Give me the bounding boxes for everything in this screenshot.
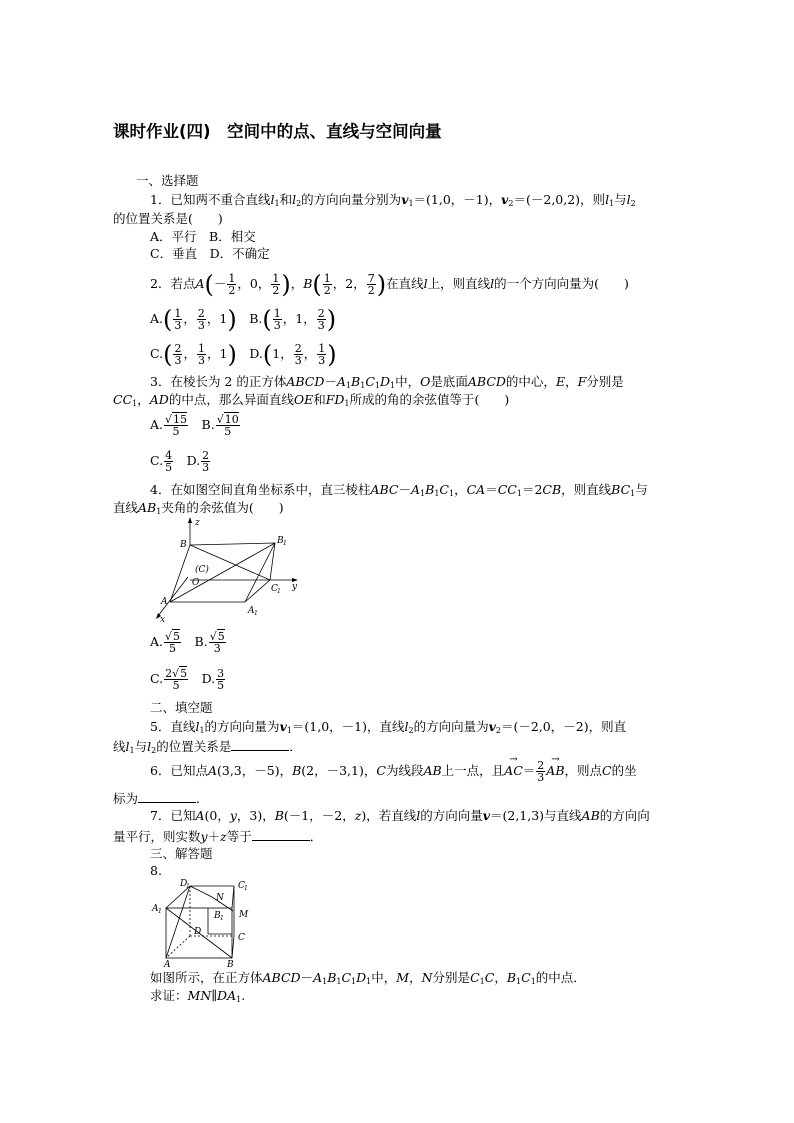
- svg-text:1: 1: [254, 610, 258, 617]
- q3-line1: 3．在棱长为 2 的正方体$ABCD-A_1B_1C_1D_1$中，O是底面ABCD的中心，E，F分别是: [150, 374, 624, 390]
- q1-line2: 的位置关系是( ): [113, 211, 223, 226]
- svg-text:1: 1: [186, 883, 190, 890]
- q1-line1: 1．已知两不重合直线$l_1$和$l_2$的方向向量分别为$v_1=(1,0$，－1)，$v_2=(-2,0,2)$，则$l_1$与$l_2$: [150, 192, 636, 208]
- q7-line2: 量平行，则实数y＋z等于 ．: [113, 829, 323, 844]
- svg-text:O: O: [192, 578, 200, 588]
- q4-options-ab: A. $\frac{√5}{5}$ B. $\frac{√5}{3}$: [150, 630, 225, 655]
- svg-text:z: z: [195, 518, 200, 528]
- svg-text:(C): (C): [195, 565, 209, 575]
- q4-prism-figure: [150, 515, 310, 625]
- svg-text:D: D: [194, 927, 202, 937]
- svg-text:D: D: [180, 879, 188, 889]
- svg-text:A: A: [161, 597, 168, 607]
- section-answer-heading: 三、解答题: [150, 846, 213, 861]
- q4-line1: 4．在如图空间直角坐标系中，直三棱柱$ABC-A_1B_1C_1$，$CA=CC_1=2CB$，则直线$BC_1$与: [150, 482, 648, 498]
- q2-line: 2．若点A(－ $\frac{1}{2}$ ，0， $\frac{1}{2}$ )，B( $\frac{1}{2}$ ，2， $\frac{7}{2}$ )在直线l上，则直线l的一个方向向量为( ): [150, 270, 629, 299]
- svg-text:M: M: [239, 910, 249, 920]
- q3-options-ab: A. $\frac{√15}{5}$ B. $\frac{√10}{5}$: [150, 413, 239, 438]
- svg-text:B: B: [227, 960, 234, 968]
- svg-text:B: B: [180, 540, 187, 550]
- q5-answer-blank[interactable]: [231, 738, 289, 751]
- q4-options-cd: C. $\frac{2√5}{5}$ D. $\frac{3}{5}$: [150, 667, 225, 692]
- q7-line1: 7．已知A(0，y，3)，B(－1，－2，z)，若直线l的方向向量v＝(2,1,3)与直线AB的方向向: [150, 808, 650, 823]
- q5-line1: 5．直线$l_1$的方向向量为$v_1=(1,0$，－1)，直线$l_2$的方向向量为$v_2=(-2,0$，－2)，则直: [150, 719, 627, 735]
- q5-line2: 线$l_1$与$l_2$的位置关系是 ．: [113, 739, 302, 755]
- q3-line2: $CC_1$，AD的中点，那么异面直线OE和$FD_1$所成的角的余弦值等于( ): [113, 392, 510, 408]
- q1-options-ab: A．平行 B．相交: [150, 229, 256, 244]
- section-fill-heading: 二、填空题: [150, 700, 213, 715]
- svg-text:A: A: [248, 606, 255, 616]
- svg-text:y: y: [292, 582, 298, 592]
- svg-text:C: C: [238, 881, 245, 891]
- svg-text:A: A: [164, 960, 171, 968]
- svg-text:1: 1: [244, 885, 248, 892]
- svg-text:C: C: [271, 584, 278, 594]
- section-choice-heading: 一、选择题: [136, 173, 199, 188]
- svg-text:A: A: [152, 904, 159, 914]
- svg-text:C: C: [238, 933, 245, 943]
- q2-options-cd: C.( $\frac{2}{3}$ ， $\frac{1}{3}$ ，1) D.(1， $\frac{2}{3}$ ， $\frac{1}{3}$ ): [150, 340, 337, 369]
- q4-line2: 直线$AB_1$夹角的余弦值为( ): [113, 500, 284, 516]
- svg-text:1: 1: [158, 908, 162, 915]
- q8-number: 8.: [150, 863, 162, 878]
- page-title: 课时作业(四) 空间中的点、直线与空间向量: [113, 122, 442, 141]
- q6-answer-blank[interactable]: [138, 790, 196, 803]
- svg-text:B: B: [277, 536, 284, 546]
- svg-text:x: x: [160, 615, 166, 625]
- svg-text:1: 1: [277, 588, 281, 595]
- q2-options-ab: A.( $\frac{1}{3}$ ， $\frac{2}{3}$ ，1) B.( $\frac{1}{3}$ ，1， $\frac{2}{3}$ ): [150, 305, 337, 334]
- q1-options-cd: C．垂直 D．不确定: [150, 246, 270, 261]
- q6-line2: 标为 ．: [113, 791, 209, 806]
- svg-text:N: N: [216, 893, 224, 903]
- q8-cube-figure: [150, 878, 260, 968]
- q8-line1: 如图所示，在正方体$ABCD-A_1B_1C_1D_1$中，M，N分别是$C_1C$，$B_1C_1$的中点．: [150, 970, 586, 986]
- q7-answer-blank[interactable]: [252, 828, 310, 841]
- svg-text:1: 1: [283, 540, 287, 547]
- svg-text:1: 1: [220, 915, 224, 922]
- q6-line1: 6．已知点A(3,3，－5)，B(2，－3,1)，C为线段AB上一点，且→ AC＝ $\frac{2}{3}$ → AB，则点C的坐: [150, 760, 637, 783]
- svg-text:B: B: [214, 911, 221, 921]
- q3-options-cd: C. $\frac{4}{5}$ D. $\frac{2}{3}$: [150, 449, 210, 474]
- q8-line2: 求证：$MN\parallel DA_1$.: [150, 988, 246, 1004]
